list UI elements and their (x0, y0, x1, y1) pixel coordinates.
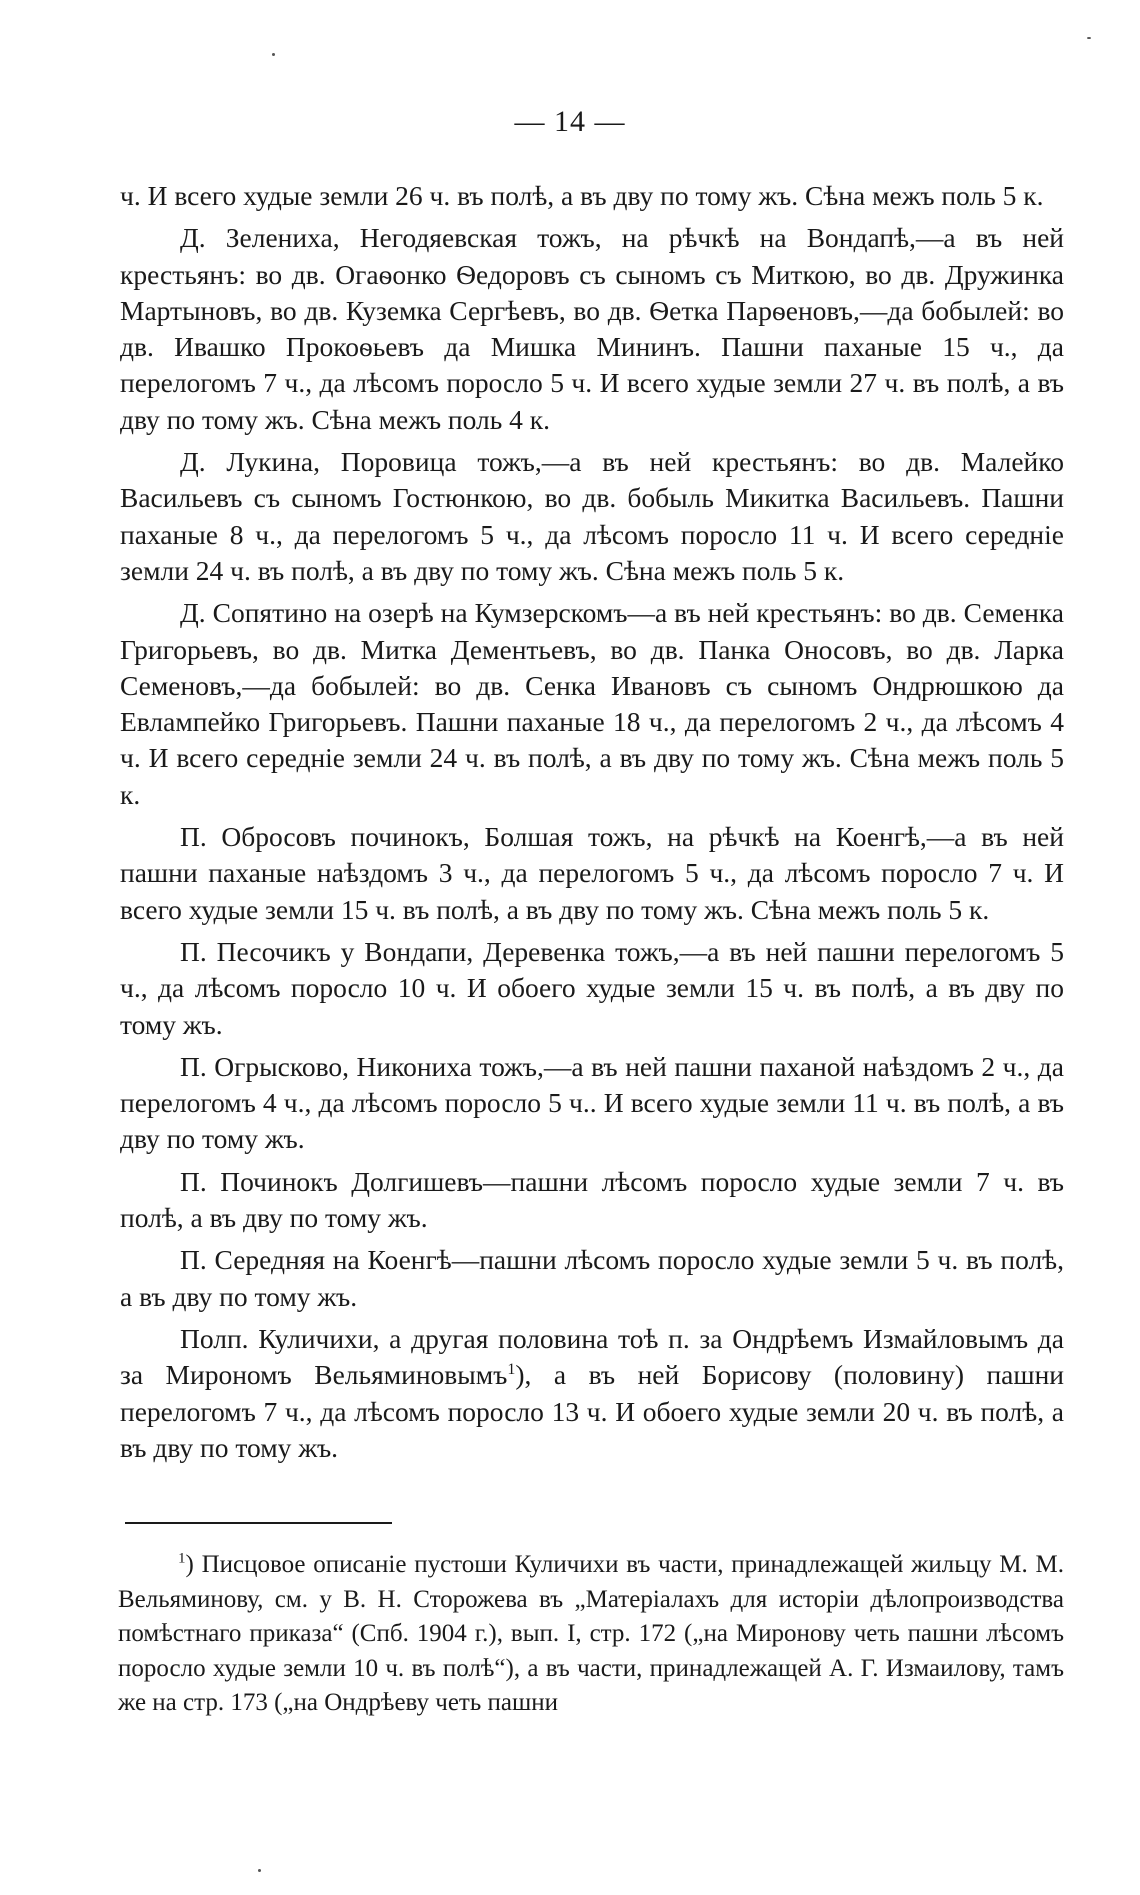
footnote-mark: 1 (178, 1550, 186, 1567)
paragraph: ч. И всего худые земли 26 ч. въ полѣ, а въ дву по тому жъ. Сѣна межъ поль 5 к. (120, 180, 1044, 211)
paragraph-text: ), а въ ней Борисову (половину) пашни перелогомъ 7 ч., да лѣсомъ поросло 13 ч. И обоего худые земли 20 ч. въ полѣ, а въ дву по тому жъ. (120, 1359, 1064, 1463)
paragraph: Д. Лукина, Поровица тожъ,—а въ ней крестьянъ: во дв. Малейко Васильевъ съ сыномъ Гостюнкою, во дв. бобыль Микитка Васильевъ. Пашни паханые 8 ч., да перелогомъ 5 ч., да лѣсомъ поросло 11 ч. И всего середніе земли 24 ч. въ полѣ, а въ дву по тому жъ. Сѣна межъ поль 5 к. (120, 446, 1064, 586)
paragraph: Д. Зелениха, Негодяевская тожъ, на рѣчкѣ на Вондапѣ,—а въ ней крестьянъ: во дв. Огаѳонко Ѳедоровъ съ сыномъ съ Миткою, во дв. Дружинка Мартыновъ, во дв. Куземка Сергѣевъ, во дв. Ѳетка Парѳеновъ,—да бобылей: во дв. Ивашко Прокоѳьевъ да Мишка Мининъ. Пашни паханые 15 ч., да перелогомъ 7 ч., да лѣсомъ поросло 5 ч. И всего худые земли 27 ч. въ полѣ, а въ дву по тому жъ. Сѣна межъ поль 4 к. (120, 222, 1064, 435)
footnote (118, 1548, 1064, 1721)
main-text (120, 178, 1064, 1472)
paragraph: П. Обросовъ починокъ, Болшая тожъ, на рѣчкѣ на Коенгѣ,—а въ ней пашни паханые наѣздомъ 3 ч., да перелогомъ 5 ч., да лѣсомъ поросло 7 ч. И всего худые земли 15 ч. въ полѣ, а въ дву по тому жъ. Сѣна межъ поль 5 к. (120, 821, 1064, 925)
scan-speck (272, 53, 275, 56)
footnote-reference: 1 (507, 1361, 516, 1379)
paragraph-with-footnote-ref (120, 1321, 1064, 1466)
page-number: — 14 — (514, 105, 626, 138)
paragraph: П. Середняя на Коенгѣ—пашни лѣсомъ поросло худые земли 5 ч. въ полѣ, а въ дву по тому жъ. (120, 1244, 1064, 1312)
paragraph-text: Полп. Куличихи, а другая половина тоѣ п. за Ондрѣемъ Измайловымъ да за Мирономъ Вельяминовымъ (120, 1322, 1064, 1391)
scan-speck (1087, 37, 1091, 39)
footnote-text: ) Писцовое описаніе пустоши Куличихи въ части, принадлежащей жильцу М. М. Вельяминову, см. у В. Н. Сторожева въ „Матеріалахъ для исторіи дѣлопроизводства помѣстнаго приказа“ (Спб. 1904 г.), вып. I, стр. 172 („на Миронову четь пашни лѣсомъ поросло худые земли 10 ч. въ полѣ“), а въ части, принадлежащей А. Г. Измаилову, тамъ же на стр. 173 („на Ондрѣеву четь пашни (118, 1551, 1064, 1716)
paragraph: Д. Сопятино на озерѣ на Кумзерскомъ—а въ ней крестьянъ: во дв. Семенка Григорьевъ, во дв. Митка Дементьевъ, во дв. Панка Оносовъ, во дв. Ларка Семеновъ,—да бобылей: во дв. Сенка Ивановъ съ сыномъ Ондрюшкою да Евлампейко Григорьевъ. Пашни паханые 18 ч., да перелогомъ 2 ч., да лѣсомъ 4 ч. И всего середніе земли 24 ч. въ полѣ, а въ дву по тому жъ. Сѣна межъ поль 5 к. (120, 597, 1064, 810)
paragraph: П. Песочикъ у Вондапи, Деревенка тожъ,—а въ ней пашни перелогомъ 5 ч., да лѣсомъ поросло 10 ч. И обоего худые земли 15 ч. въ полѣ, а въ дву по тому жъ. (120, 935, 1064, 1040)
paragraph: П. Огрысково, Никониха тожъ,—а въ ней пашни паханой наѣздомъ 2 ч., да перелогомъ 4 ч., да лѣсомъ поросло 5 ч.. И всего худые земли 11 ч. въ полѣ, а въ дву по тому жъ. (120, 1050, 1064, 1155)
footnotes (118, 1548, 1064, 1721)
paragraph: П. Починокъ Долгишевъ—пашни лѣсомъ поросло худые земли 7 ч. въ полѣ, а въ дву по тому жъ. (120, 1165, 1064, 1234)
footnote-divider (125, 1522, 392, 1524)
scan-speck (258, 1869, 261, 1872)
